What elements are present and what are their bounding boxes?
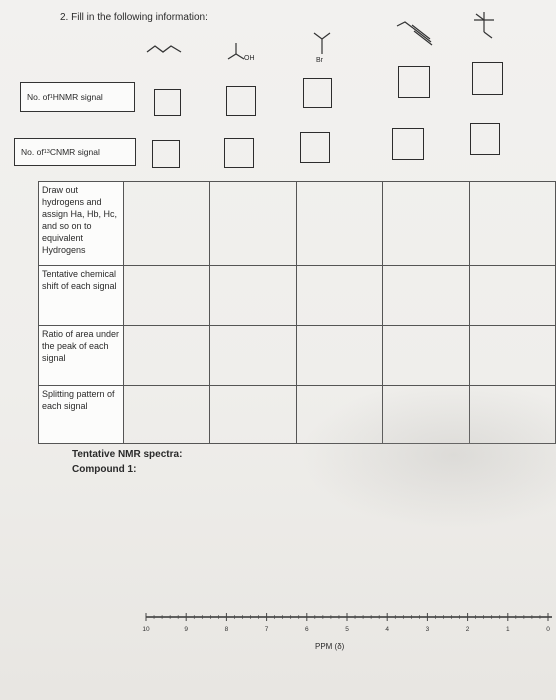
table-cell[interactable] <box>210 326 296 386</box>
table-cell[interactable] <box>210 266 296 326</box>
alkyne-structure <box>395 18 440 50</box>
cnmr-answer-box-2[interactable] <box>224 138 254 168</box>
cnmr-answer-box-3[interactable] <box>300 132 330 163</box>
axis-tick-label: 6 <box>304 626 309 633</box>
axis-tick-label: 10 <box>142 626 150 633</box>
axis-tick-label: 3 <box>425 626 430 633</box>
table-cell[interactable] <box>469 326 555 386</box>
br-label: Br <box>316 57 323 64</box>
question-title: 2. Fill in the following information: <box>60 12 208 23</box>
row-header-splitting: Splitting pattern of each signal <box>39 386 124 444</box>
table-row <box>39 182 556 266</box>
table-row <box>39 326 556 386</box>
hnmr-answer-box-5[interactable] <box>472 62 503 95</box>
hnmr-label-sup: 1 <box>49 94 53 100</box>
axis-tick-label: 1 <box>505 626 510 633</box>
table-cell[interactable] <box>296 182 382 266</box>
table-cell[interactable] <box>124 386 210 444</box>
nmr-analysis-table <box>38 181 556 444</box>
cnmr-answer-box-1[interactable] <box>152 140 180 168</box>
ppm-axis-label: PPM (δ) <box>315 642 345 651</box>
bromoalkane-structure <box>310 30 340 62</box>
axis-tick-label: 8 <box>224 626 229 633</box>
hnmr-label-prefix: No. of <box>27 92 50 102</box>
axis-tick-label: 5 <box>345 626 349 633</box>
spectra-heading <box>72 447 182 477</box>
axis-tick-label: 9 <box>184 626 189 633</box>
compound-label: Compound 1: <box>72 464 137 475</box>
neopentyl-structure <box>470 10 498 42</box>
table-cell[interactable] <box>210 386 296 444</box>
cnmr-answer-box-4[interactable] <box>392 128 424 160</box>
hnmr-answer-box-4[interactable] <box>398 66 430 98</box>
pentane-structure <box>145 40 185 60</box>
spectra-title: Tentative NMR spectra: <box>72 449 183 460</box>
table-cell[interactable] <box>210 182 296 266</box>
axis-tick-label: 7 <box>264 626 269 633</box>
axis-tick-label: 2 <box>465 626 470 633</box>
cnmr-answer-box-5[interactable] <box>470 123 500 155</box>
hnmr-answer-box-2[interactable] <box>226 86 256 116</box>
table-cell[interactable] <box>469 386 555 444</box>
hnmr-answer-box-1[interactable] <box>154 89 181 116</box>
cnmr-signal-label <box>14 138 136 166</box>
row-header-peak-area: Ratio of area under the peak of each signal <box>39 326 124 386</box>
hnmr-answer-box-3[interactable] <box>303 78 332 108</box>
table-cell[interactable] <box>124 182 210 266</box>
ppm-axis <box>140 605 556 645</box>
axis-tick-label: 4 <box>385 626 390 633</box>
cnmr-label-sup: 13 <box>43 149 50 155</box>
cnmr-label-prefix: No. of <box>21 147 44 157</box>
table-cell[interactable] <box>296 386 382 444</box>
table-cell[interactable] <box>383 266 469 326</box>
table-cell[interactable] <box>124 266 210 326</box>
table-cell[interactable] <box>124 326 210 386</box>
axis-tick-label: 0 <box>546 626 550 633</box>
table-cell[interactable] <box>383 386 469 444</box>
table-row <box>39 386 556 444</box>
table-row <box>39 266 556 326</box>
oh-label: OH <box>244 55 255 62</box>
table-cell[interactable] <box>296 266 382 326</box>
table-cell[interactable] <box>296 326 382 386</box>
table-cell[interactable] <box>469 266 555 326</box>
cnmr-label-rest: CNMR signal <box>49 147 100 157</box>
hnmr-label-rest: HNMR signal <box>52 92 103 102</box>
row-header-chemical-shift: Tentative chemical shift of each signal <box>39 266 124 326</box>
table-cell[interactable] <box>383 326 469 386</box>
table-cell[interactable] <box>469 182 555 266</box>
hnmr-signal-label <box>20 82 135 112</box>
table-cell[interactable] <box>383 182 469 266</box>
row-header-hydrogens: Draw out hydrogens and assign Ha, Hb, Hc, and so on to equivalent Hydrogens <box>39 182 124 266</box>
